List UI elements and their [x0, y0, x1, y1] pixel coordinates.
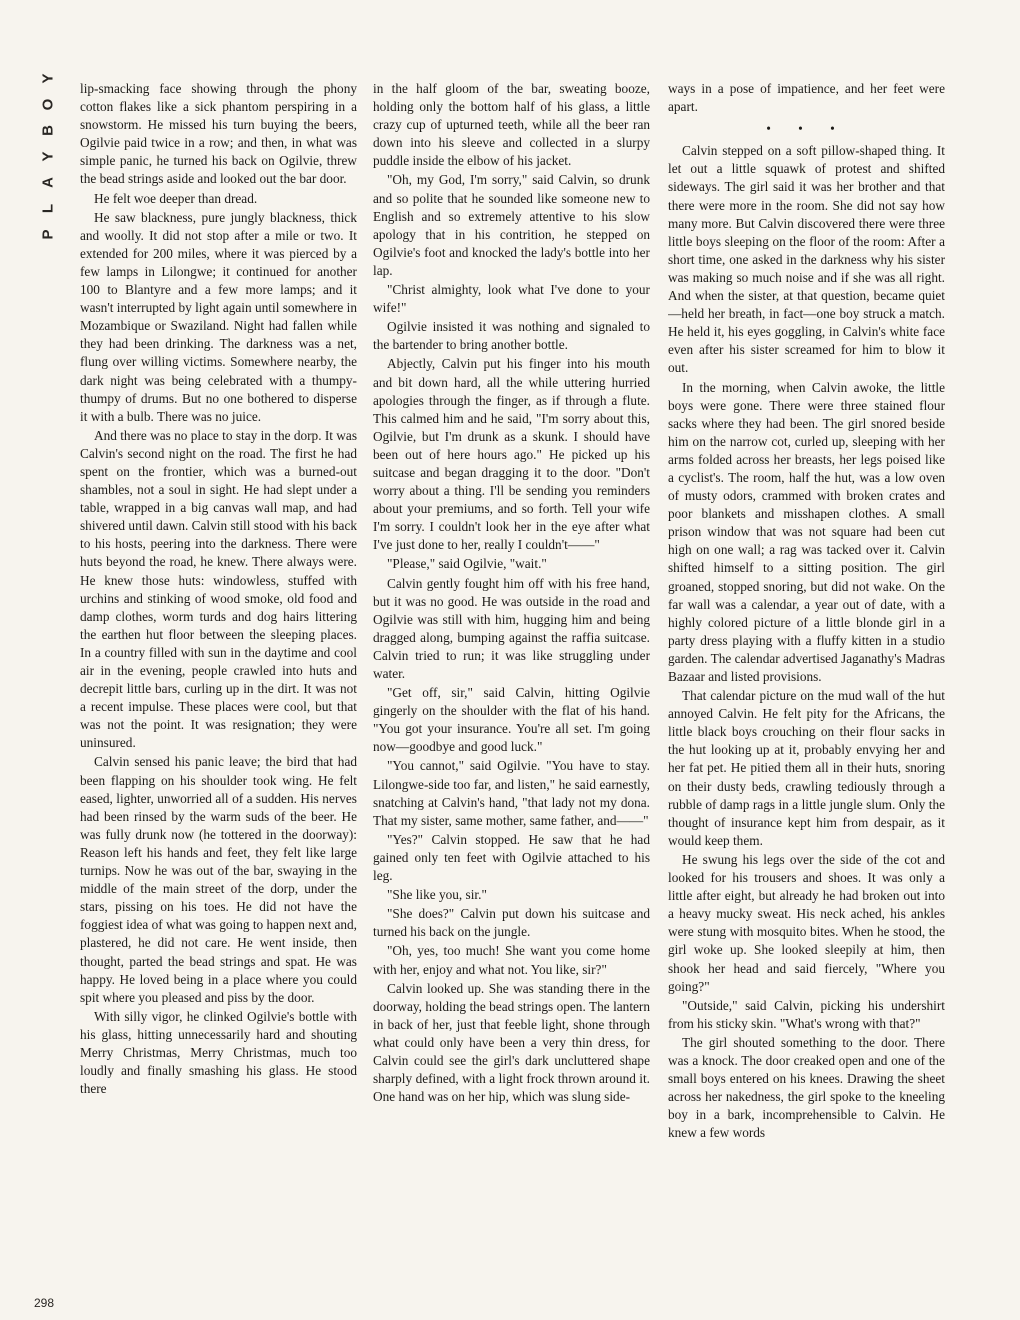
paragraph: "Christ almighty, look what I've done to your wife!": [373, 282, 650, 316]
paragraph: He felt woe deeper than dread.: [94, 190, 258, 206]
paragraph: "Oh, my God, I'm sorry," said Calvin, so drunk and so polite that he sounded like someone new to English and so extremely attentive to his slow apology that in his contrition, he stepped on Ogilvie's foot and knocked the lady's bottle into her lap.: [373, 172, 650, 278]
masthead-letter: B: [39, 125, 57, 136]
masthead-letter: Y: [39, 73, 57, 84]
paragraph: Calvin sensed his panic leave; the bird that had been flapping on his shoulder took wing. He felt eased, lighter, unworried all of a sudden. His nerves had been rinsed by the warm suds of the beer. He was fully drunk now (he tottered in the doorway): Reason left his hands and feet, they felt like large turnips. Now he was out of the bar, swaying in the middle of the main street of the dorp, under the stars, pissing on his toes. He did not have the foggiest idea of what was going to happen next and, plastered, he did not care. He went inside, then thought, parted the bead strings and spat. He was happy. He loved being in a place where you could spit where you pleased and piss by the door.: [80, 754, 357, 1005]
paragraph: "You cannot," said Ogilvie. "You have to stay. Lilongwe-side too far, and listen," he said earnestly, snatching at Calvin's hand, "that lady not my dona. That my sister, same mother, same father, and——": [373, 758, 650, 828]
paragraph: He saw blackness, pure jungly blackness, thick and woolly. It did not stop after a mile or two. It extended for 200 miles, where it was pierced by a few lamps in Lilongwe; it continued for another 100 to Blantyre and a few more lamps; and it wasn't interrupted by light again until somewhere in Mozambique or Swaziland. Night had fallen while they had been drinking. The darkness was a net, flung over willing victims. Somewhere nearby, the dark night was being celebrated with a thumpy-thumpy of drums. But no one bothered to disperse it with a bulb. There was no juice.: [80, 209, 357, 424]
paragraph: "Outside," said Calvin, picking his undershirt from his sticky skin. "What's wrong with that?": [668, 997, 945, 1031]
paragraph: The girl shouted something to the door. There was a knock. The door creaked open and one of the small boys entered on his knees. Drawing the sheet across her nakedness, the girl spoke to the kneeling boy in a bark, incomprehensible to Calvin. He knew a few words: [668, 1034, 945, 1141]
paragraph: ways in a pose of impatience, and her feet were apart.: [668, 81, 945, 115]
page-number: 298: [34, 1296, 55, 1310]
masthead-letter: O: [39, 98, 57, 111]
paragraph: In the morning, when Calvin awoke, the little boys were gone. There were three stained flour sacks where they had been. The girl snored beside him on the narrow cot, curled up, sleeping with her arms folded across her breasts, her legs poised like a cyclist's. The room, half the hut, was a low oven of musty odors, crammed with broken crates and poor blankets and misshapen clothes. A small prison window that was not square had been cut high on one wall; a rag was tacked over it. Calvin shifted himself to a sitting position. The girl groaned, stopped snoring, but did not wake. On the far wall was a calendar, a year out of date, with a highly colored picture of a little blonde girl in a party dress playing with a fluffy kitten in a studio garden. The calendar advertised Jaganathy's Madras Bazaar and listed provisions.: [668, 379, 945, 684]
paragraph: Calvin gently fought him off with his free hand, but it was no good. He was outside in the road and Ogilvie was still with him, hugging him and being dragged along, bumping against the raffia suitcase. Calvin tried to run; it was like struggling under water.: [373, 575, 650, 681]
paragraph: That calendar picture on the mud wall of the hut annoyed Calvin. He felt pity for the Africans, the little black boys crouching on their flour sacks in the hut looking up at it, probably envying her and her fat pet. He pitied them all in their huts, snoring on their dusty beds, crawling tediously through a rubble of damp rags in a little jungle slum. Only the thought of insurance kept him from despair, as it would keep them.: [668, 688, 945, 848]
paragraph: "Get off, sir," said Calvin, hitting Ogilvie gingerly on the shoulder with the flat of his hand. "You got your insurance. You're all set. I'm going now—goodbye and good luck.": [373, 685, 650, 755]
paragraph: Calvin stepped on a soft pillow-shaped thing. It let out a little squawk of protest and shifted sideways. The girl said it was her brother and that there were more in the room. She did not say how many more. But Calvin discovered there were three little boys sleeping on the floor of the room: After a short time, one asked in the darkness why his sister was making so much noise and if she was all right. And when the sister, at that question, became quiet—held her breath, in fact—one boy struck a match. He held it, his eyes goggling, in Calvin's white face even after his sister screamed for him to blow it out.: [668, 143, 945, 376]
paragraph: Calvin looked up. She was standing there in the doorway, holding the bead strings open. The lantern in back of her, just that feeble light, shone through what could only have been a very thin dress, for Calvin could see the girl's dark uncluttered shape sharply defined, with a light frock thrown around it. One hand was on her hip, which was slung side-: [373, 980, 650, 1105]
paragraph: "Yes?" Calvin stopped. He saw that he had gained only ten feet with Ogilvie attached to his leg.: [373, 831, 650, 884]
paragraph: Ogilvie insisted it was nothing and signaled to the bartender to bring another bottle.: [373, 319, 650, 353]
paragraph: Abjectly, Calvin put his finger into his mouth and bit down hard, all the while uttering hurried apologies through the finger, as if through a flute. This calmed him and he said, "I'm sorry about this, Ogilvie, but I'm drunk as a skunk. I should have been out of here hours ago." He picked up his suitcase and began dragging it to the door. "Don't worry about a thing. I'll be sending you reminders about your premiums, and so forth. Tell your wife I'm sorry. I couldn't look her in the eye after what I've just done to her, really I couldn't——": [373, 356, 650, 553]
column-1: [80, 80, 357, 1316]
masthead-letter: L: [39, 203, 57, 214]
paragraph: in the half gloom of the bar, sweating booze, holding only the bottom half of his glass, a little crazy cup of upturned teeth, while all the beer ran down into his sleeve and collected in a slurpy puddle inside the elbow of his jacket.: [373, 81, 650, 169]
masthead: [28, 70, 68, 260]
paragraph: lip-smacking face showing through the phony cotton flakes like a sick phantom perspiring in a snowstorm. He missed his turn buying the beers, Ogilvie paid twice in a row; and then, in what was simple panic, he turned his back on Ogilvie, threw the bead strings aside and looked out the bar door.: [80, 81, 357, 187]
masthead-letter: A: [39, 177, 57, 188]
column-2: [373, 80, 650, 1316]
paragraph: "She does?" Calvin put down his suitcase and turned his back on the jungle.: [373, 906, 650, 940]
paragraph: With silly vigor, he clinked Ogilvie's bottle with his glass, hitting unnecessarily hard and shouting Merry Christmas, Merry Christmas, much too loudly and finally smashing his glass. He stood there: [80, 1008, 357, 1097]
paragraph: And there was no place to stay in the dorp. It was Calvin's second night on the road. The first he had spent on the frontier, which was a burned-out shambles, not a soul in sight. He had slept under a table, wrapped in a big canvas wall map, and had shivered until dawn. Calvin still stood with his back to his hosts, peering into the darkness. There were huts beyond the road, he knew. There always were. He knew those huts: windowless, stuffed with urchins and stinking of wood smoke, old food and damp clothes, worm turds and dog hairs littering the earthen hut floor between the sleeping places. In a country filled with sun in the daytime and cool air in the evening, people crawled into huts and decrepit little bars, curling up in the dirt. It was not a recent impulse. These places were cool, but that was not the point. It was resignation; they were uninsured.: [80, 427, 357, 751]
section-separator: • • •: [766, 121, 847, 137]
masthead-letter: P: [39, 229, 57, 240]
paragraph: "Oh, yes, too much! She want you come home with her, enjoy and what not. You like, sir?": [373, 943, 650, 977]
paragraph: "Please," said Ogilvie, "wait.": [387, 556, 547, 572]
masthead-letter: Y: [39, 151, 57, 162]
paragraph: He swung his legs over the side of the cot and looked for his trousers and shoes. It was only a little after eight, but already he had broken out into a heavy mucky sweat. His neck ached, his ankles were stung with mosquito bites. When he stood, the girl woke up. She looked sleepily at him, then shook her head and said fiercely, "Where you going?": [668, 851, 945, 994]
paragraph: "She like you, sir.": [387, 887, 487, 903]
column-3: [668, 80, 945, 1316]
